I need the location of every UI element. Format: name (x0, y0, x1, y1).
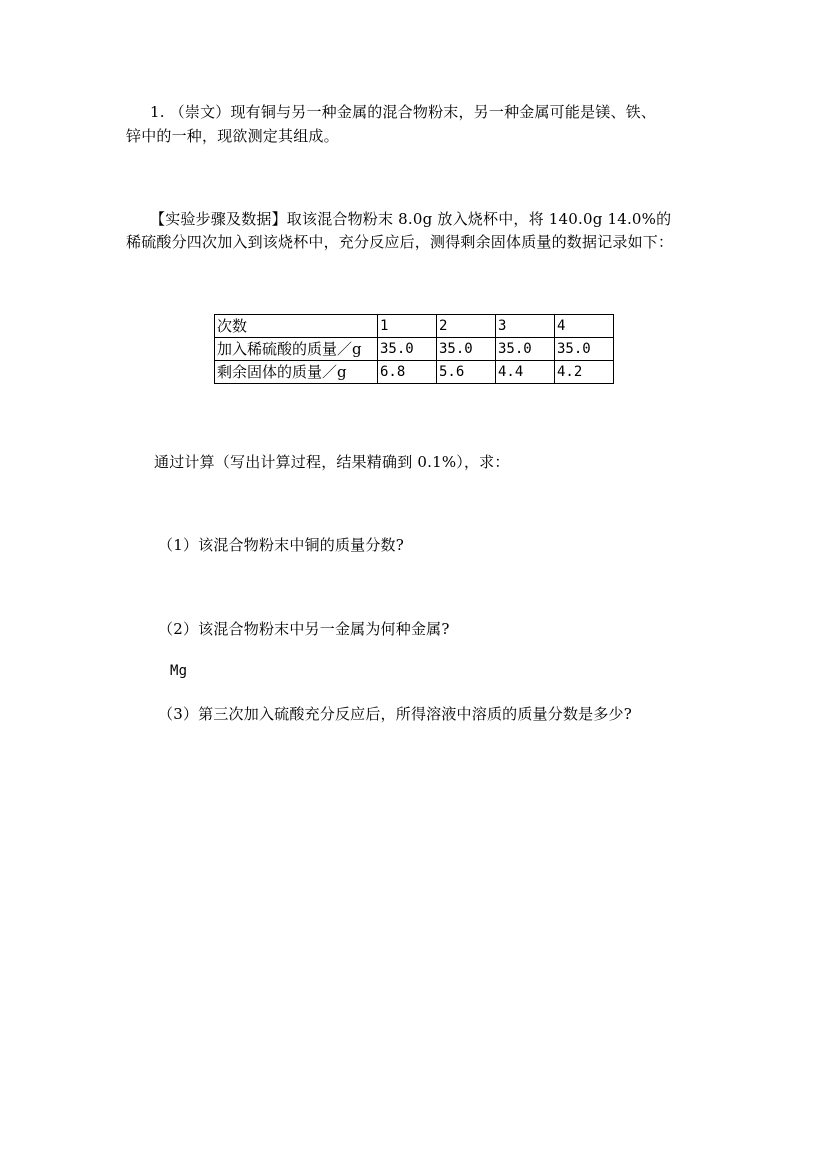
table-cell: 35.0 (555, 338, 614, 361)
experiment-text-line2: 稀硫酸分四次加入到该烧杯中，充分反应后，测得剩余固体质量的数据记录如下： (126, 233, 674, 251)
sub-question-2-answer: Mg (170, 663, 188, 679)
sub-question-1: （1）该混合物粉末中铜的质量分数? (158, 536, 404, 554)
table-cell: 4 (555, 315, 614, 338)
sub-question-3: （3）第三次加入硫酸充分反应后，所得溶液中溶质的质量分数是多少? (158, 705, 632, 723)
calculation-prompt: 通过计算（写出计算过程，结果精确到 0.1%），求： (154, 453, 510, 471)
table-cell: 2 (437, 315, 496, 338)
table-cell: 35.0 (437, 338, 496, 361)
sub-question-2: （2）该混合物粉末中另一金属为何种金属? (158, 620, 450, 638)
table-row (215, 361, 614, 384)
data-table (214, 314, 614, 384)
table-row (215, 338, 614, 361)
question-text-line1: 1. （崇文）现有铜与另一种金属的混合物粉末，另一种金属可能是镁、铁、 (150, 103, 657, 121)
table-row-label: 次数 (215, 315, 378, 338)
table-row-label: 剩余固体的质量／g (215, 361, 378, 384)
table-cell: 1 (378, 315, 437, 338)
table-row (215, 315, 614, 338)
experiment-text-line1: 【实验步骤及数据】取该混合物粉末 8.0g 放入烧杯中，将 140.0g 14.0%的 (150, 210, 672, 228)
table-cell: 4.2 (555, 361, 614, 384)
table-cell: 6.8 (378, 361, 437, 384)
table-cell: 5.6 (437, 361, 496, 384)
table-cell: 3 (496, 315, 555, 338)
table-cell: 35.0 (496, 338, 555, 361)
table-cell: 4.4 (496, 361, 555, 384)
table-cell: 35.0 (378, 338, 437, 361)
table-row-label: 加入稀硫酸的质量／g (215, 338, 378, 361)
question-text-line2: 锌中的一种，现欲测定其组成。 (126, 127, 339, 145)
